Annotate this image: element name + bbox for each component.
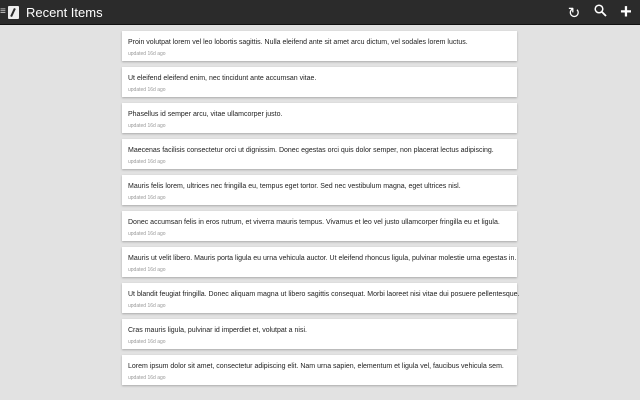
list-item[interactable]: [122, 355, 517, 385]
item-text: Lorem ipsum dolor sit amet, consectetur adipiscing elit. Nam urna sapien, elementum et ligula vel, faucibus vehicula sem.: [128, 363, 504, 370]
item-text: Maecenas facilisis consectetur orci ut dignissim. Donec egestas orci quis dolor semper, non placerat lectus adipiscing.: [128, 147, 494, 154]
app-header: [0, 0, 640, 25]
recent-items-list: [122, 31, 520, 391]
list-item[interactable]: [122, 103, 517, 133]
refresh-icon[interactable]: ↻: [567, 4, 581, 22]
list-item[interactable]: [122, 247, 517, 277]
item-updated: updated 16d ago: [128, 51, 166, 57]
item-text: Mauris felis lorem, ultrices nec fringilla eu, tempus eget tortor. Sed nec vestibulum magna, eget ultrices nisl.: [128, 183, 461, 190]
list-item[interactable]: [122, 319, 517, 349]
list-item[interactable]: [122, 283, 520, 313]
item-updated: updated 16d ago: [128, 231, 166, 237]
item-updated: updated 16d ago: [128, 303, 166, 309]
list-item[interactable]: [122, 67, 517, 97]
item-updated: updated 16d ago: [128, 123, 166, 129]
search-icon[interactable]: [592, 4, 608, 21]
item-updated: updated 16d ago: [128, 267, 166, 273]
add-icon[interactable]: +: [620, 1, 632, 23]
item-updated: updated 16d ago: [128, 87, 166, 93]
page-title: Recent Items: [26, 4, 103, 20]
list-item[interactable]: [122, 31, 517, 61]
list-item[interactable]: [122, 211, 517, 241]
item-text: Phasellus id semper arcu, vitae ullamcorper justo.: [128, 111, 283, 118]
item-updated: updated 16d ago: [128, 159, 166, 165]
item-text: Cras mauris ligula, pulvinar id imperdiet et, volutpat a nisi.: [128, 327, 307, 334]
item-updated: updated 16d ago: [128, 375, 166, 381]
notepad-icon: [8, 6, 19, 19]
item-text: Donec accumsan felis in eros rutrum, et viverra mauris tempus. Vivamus et leo vel justo ullamcorper fringilla eu et ligula.: [128, 219, 500, 226]
item-text: Proin volutpat lorem vel leo lobortis sagittis. Nulla eleifend ante sit amet arcu dictum, vel sodales lorem luctus.: [128, 39, 468, 46]
list-item[interactable]: [122, 139, 517, 169]
item-text: Mauris ut velit libero. Mauris porta ligula eu urna vehicula auctor. Ut eleifend rhoncus ligula, pulvinar molestie urna egestas in.: [128, 255, 517, 262]
item-text: Ut eleifend eleifend enim, nec tincidunt ante accumsan vitae.: [128, 75, 317, 82]
item-updated: updated 16d ago: [128, 339, 166, 345]
menu-icon[interactable]: ≡: [0, 6, 6, 17]
item-text: Ut blandit feugiat fringilla. Donec aliquam magna ut libero sagittis consequat. Morbi laoreet nisi vitae dui posuere pellentesque.: [128, 291, 520, 298]
item-updated: updated 16d ago: [128, 195, 166, 201]
list-item[interactable]: [122, 175, 517, 205]
